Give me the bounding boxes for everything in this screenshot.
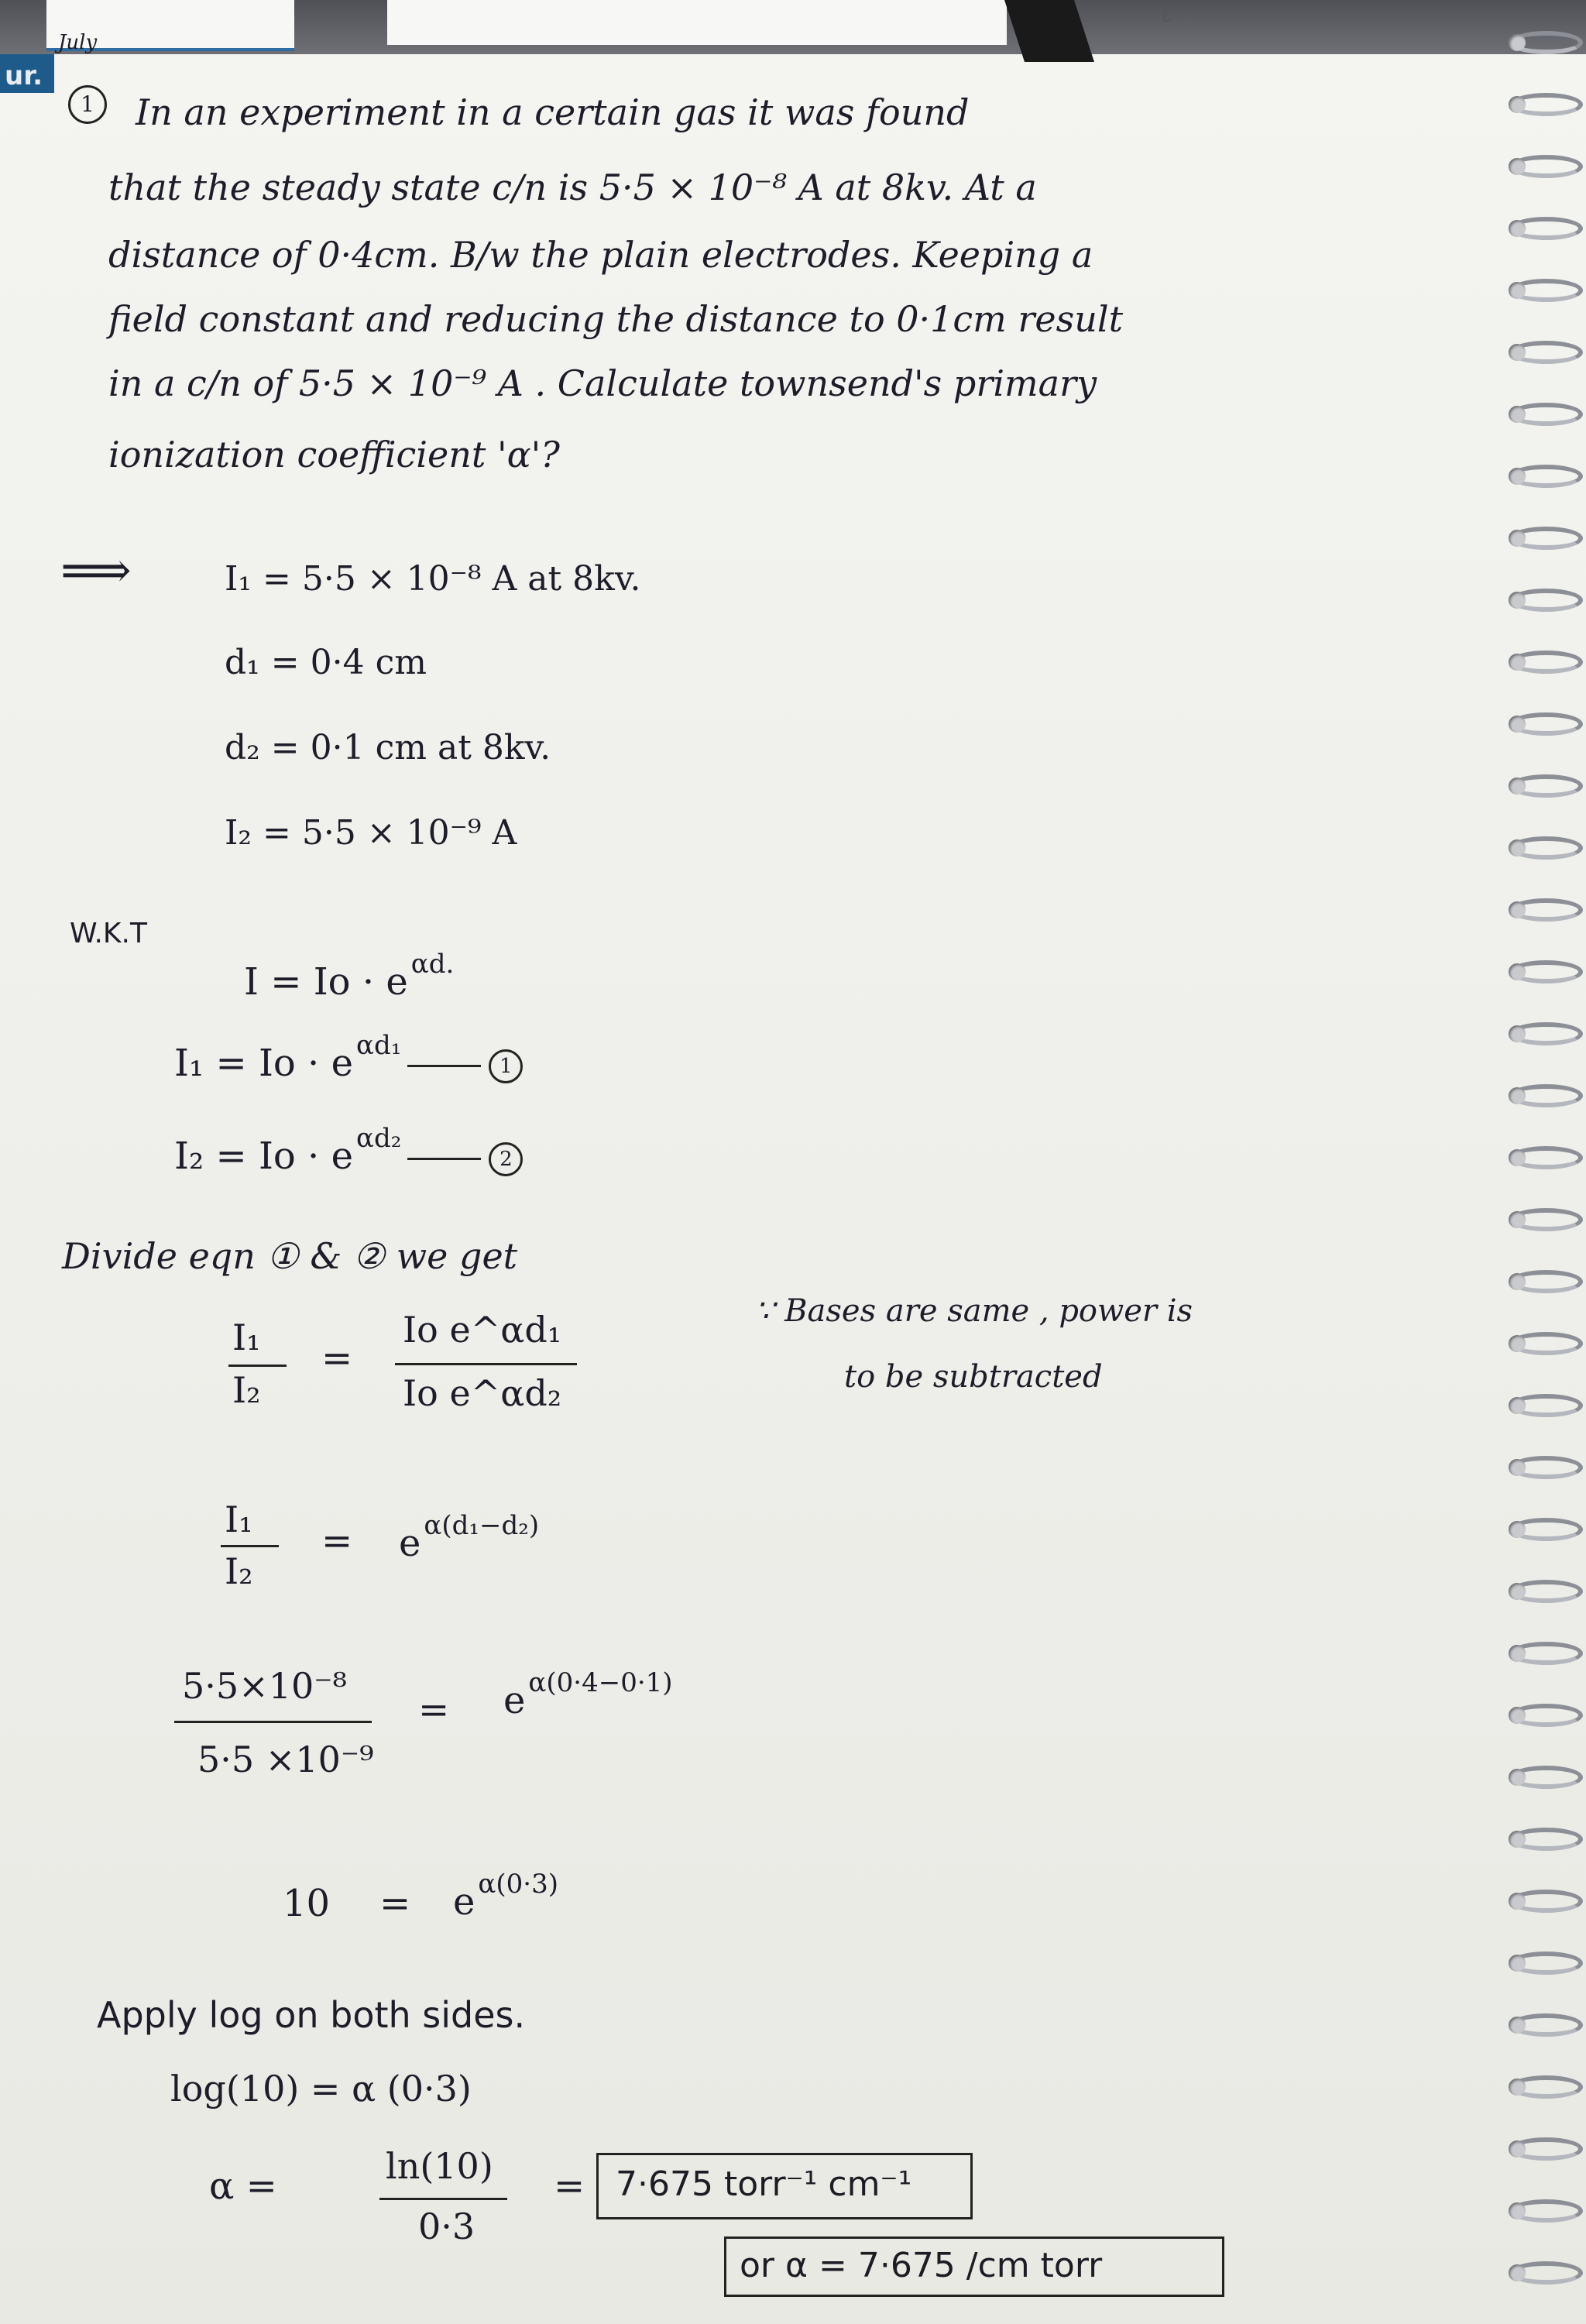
spiral-hole <box>1509 1211 1526 1228</box>
eq1-exp: αd₁ <box>355 1030 402 1061</box>
date-note: July <box>58 31 98 54</box>
given-i1: I₁ = 5·5 × 10⁻⁸ A at 8kv. <box>225 559 641 599</box>
wkt-label: W.K.T <box>70 918 147 949</box>
spiral-hole <box>1509 592 1526 609</box>
question-line-6: ionization coefficient 'α'? <box>108 434 560 475</box>
given-d1: d₁ = 0·4 cm <box>225 643 427 682</box>
frac1-rhs-den: Io e^αd₂ <box>403 1372 562 1414</box>
step2-den: I₂ <box>225 1550 253 1592</box>
spiral-hole <box>1509 344 1526 361</box>
spiral-hole <box>1509 1769 1526 1786</box>
given-i2: I₂ = 5·5 × 10⁻⁹ A <box>225 813 517 853</box>
spiral-hole <box>1509 1645 1526 1662</box>
spiral-hole <box>1509 2264 1526 2281</box>
alpha-num: ln(10) <box>386 2145 493 2187</box>
spiral-hole <box>1509 1707 1526 1724</box>
spiral-hole <box>1509 963 1526 980</box>
step3-den: 5·5 ×10⁻⁹ <box>197 1739 374 1780</box>
eq2-tag: 2 <box>489 1142 523 1176</box>
alpha-equals: = <box>554 2164 585 2208</box>
question-line-4: field constant and reducing the distance to 0·1cm result <box>108 298 1124 340</box>
step3-num: 5·5×10⁻⁸ <box>182 1665 347 1707</box>
result-2: or α = 7·675 /cm torr <box>740 2246 1103 2285</box>
spiral-hole <box>1509 1273 1526 1290</box>
spiral-hole <box>1509 2140 1526 2158</box>
main-equation <box>244 949 455 1004</box>
frac1-den: I₂ <box>232 1369 261 1411</box>
step4-equals: = <box>379 1882 411 1925</box>
spiral-hole <box>1509 778 1526 795</box>
corner-mark: ε <box>1162 3 1172 26</box>
step3-equals: = <box>418 1688 450 1732</box>
equation-2 <box>174 1123 523 1178</box>
spiral-hole <box>1509 2079 1526 2096</box>
spiral-binding <box>1501 31 1586 2323</box>
step3-base: e <box>503 1679 526 1722</box>
spiral-hole <box>1509 1459 1526 1476</box>
background-paper-sheet <box>387 0 1007 45</box>
alpha-lhs: α = <box>209 2164 277 2208</box>
question-line-5: in a c/n of 5·5 × 10⁻⁹ A . Calculate townsend's primary <box>108 362 1097 404</box>
question-line-2: that the steady state c/n is 5·5 × 10⁻⁸ A at 8kv. At a <box>108 166 1037 208</box>
step2-exp: α(d₁−d₂) <box>424 1510 540 1541</box>
frac1-rhs-num: Io e^αd₁ <box>403 1309 562 1351</box>
divide-statement: Divide eqn ① & ② we get <box>62 1235 518 1277</box>
spiral-hole <box>1509 1583 1526 1600</box>
spiral-hole <box>1509 839 1526 856</box>
main-eq-exp: αd. <box>410 949 455 980</box>
eq1-tag: 1 <box>489 1049 523 1083</box>
eq2-exp: αd₂ <box>355 1123 402 1154</box>
step2-rhs <box>399 1510 540 1565</box>
spiral-hole <box>1509 654 1526 671</box>
spiral-hole <box>1509 220 1526 237</box>
step4-exp: α(0·3) <box>478 1869 558 1900</box>
step2-num: I₁ <box>225 1498 253 1540</box>
step2-equals: = <box>321 1519 353 1563</box>
spiral-hole <box>1509 2017 1526 2034</box>
step4-base: e <box>453 1880 475 1924</box>
spiral-hole <box>1509 34 1526 51</box>
log-equation: log(10) = α (0·3) <box>170 2068 472 2109</box>
eq1-dash <box>407 1065 481 1067</box>
step3-rhs <box>503 1667 673 1722</box>
spiral-hole <box>1509 282 1526 299</box>
frac1-equals: = <box>321 1337 353 1380</box>
eq1-lhs: I₁ = Io · e <box>174 1042 353 1085</box>
spiral-hole <box>1509 468 1526 485</box>
spiral-hole <box>1509 1831 1526 1848</box>
step3-exp: α(0·4−0·1) <box>528 1667 673 1698</box>
spiral-hole <box>1509 1397 1526 1414</box>
spiral-hole <box>1509 406 1526 423</box>
spiral-hole <box>1509 1087 1526 1104</box>
step3-bar <box>174 1721 372 1723</box>
frac1-num: I₁ <box>232 1316 261 1358</box>
spiral-hole <box>1509 1335 1526 1352</box>
spiral-hole <box>1509 1955 1526 1972</box>
apply-log-statement: Apply log on both sides. <box>97 1994 526 2036</box>
note-line-1: ∵ Bases are same , power is <box>755 1293 1193 1329</box>
sticker-text: ur. <box>5 60 43 91</box>
frac1-bar <box>228 1365 287 1367</box>
spiral-hole <box>1509 901 1526 918</box>
question-line-1: In an experiment in a certain gas it was found <box>136 91 970 133</box>
frac1-rhs-bar <box>395 1363 577 1365</box>
step2-base: e <box>399 1522 421 1565</box>
main-eq-lhs: I = Io · e <box>244 960 408 1004</box>
alpha-den: 0·3 <box>418 2206 475 2247</box>
question-line-3: distance of 0·4cm. B/w the plain electrodes. Keeping a <box>108 234 1093 276</box>
spiral-hole <box>1509 530 1526 547</box>
spiral-hole <box>1509 1521 1526 1538</box>
eq2-dash <box>407 1158 481 1160</box>
spiral-hole <box>1509 716 1526 733</box>
result-1: 7·675 torr⁻¹ cm⁻¹ <box>616 2164 912 2204</box>
eq2-lhs: I₂ = Io · e <box>174 1135 353 1178</box>
equation-1 <box>174 1030 523 1085</box>
spiral-hole <box>1509 1149 1526 1166</box>
given-d2: d₂ = 0·1 cm at 8kv. <box>225 728 551 767</box>
step2-bar <box>221 1545 279 1547</box>
alpha-bar <box>379 2198 507 2200</box>
note-line-2: to be subtracted <box>844 1359 1103 1395</box>
spiral-hole <box>1509 1025 1526 1042</box>
spiral-hole <box>1509 158 1526 175</box>
step4-lhs: 10 <box>283 1882 331 1925</box>
question-number: 1 <box>68 85 107 124</box>
implies-arrow-icon: ⟹ <box>60 542 132 599</box>
step4-rhs <box>453 1869 558 1924</box>
spiral-hole <box>1509 2202 1526 2219</box>
spiral-hole <box>1509 96 1526 113</box>
spiral-hole <box>1509 1893 1526 1910</box>
